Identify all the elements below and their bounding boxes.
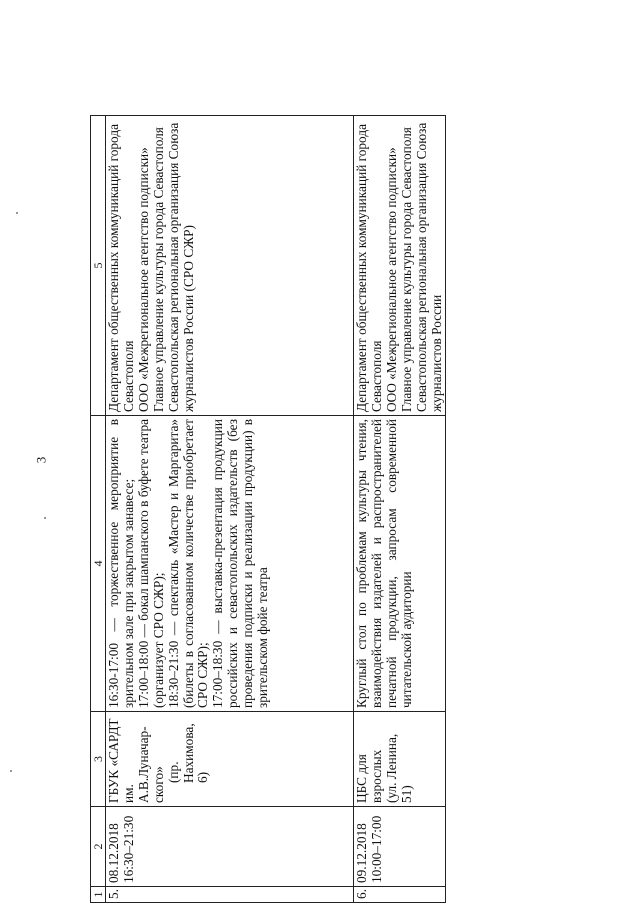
event-item: Круглый стол по проблемам культуры чтения, взаимодействия издателей и распространителей печатной продукции, запросам современной читательской аудитории	[354, 419, 414, 708]
organizer-item: Главное управление культуры города Севастополя	[398, 127, 414, 412]
header-row	[91, 116, 106, 903]
events-cell	[354, 416, 446, 712]
event-time: 16:30–21:30	[120, 815, 136, 883]
event-item: 18:30–21:30 — спектакль «Мастер и Маргарита» (билеты в согласованном количестве приобретает СРО СЖР);	[165, 419, 211, 708]
event-item: 17:00–18:00 — бокал шампанского в буфете театра (организует СРО СЖР);	[135, 419, 166, 708]
schedule-table-rotated	[90, 115, 608, 903]
organizer-item: ООО «Межрегиональное агентство подписки»	[135, 147, 151, 412]
col-header-2: 2	[91, 807, 106, 887]
event-date: 09.12.2018	[354, 823, 369, 883]
organizers-cell	[106, 116, 354, 416]
venue-cell	[354, 712, 446, 807]
venue-line: (ул. Ленина, 51)	[383, 733, 414, 803]
scan-speck	[16, 212, 18, 214]
venue-address: (пр. Нахимова, 6)	[165, 723, 211, 783]
event-item: 17:00–18:30 — выставка-презентация продукции российских и севастопольских издательств (без проведения подписки и реализации продукции) в зрительском фойе театра	[210, 419, 271, 708]
organizer-item: Севастопольская региональная организация Союза журналистов России (СРО СЖР)	[165, 122, 196, 412]
organizer-item: Департамент общественных коммуникаций города Севастополя	[354, 124, 384, 412]
organizer-item: Главное управление культуры города Севастополя	[150, 127, 166, 412]
col-header-3: 3	[91, 712, 106, 807]
schedule-table	[90, 115, 446, 903]
events-cell	[106, 416, 354, 712]
event-time: 10:00–17:00	[368, 815, 384, 883]
date-time-cell	[354, 807, 446, 887]
venue-cell	[106, 712, 354, 807]
organizer-item: Севастопольская региональная организация Союза журналистов России	[413, 122, 444, 412]
col-header-5: 5	[91, 116, 106, 416]
organizer-item: ООО «Межрегиональное агентство подписки»	[383, 147, 399, 412]
row-number: 5.	[106, 887, 354, 903]
col-header-4: 4	[91, 416, 106, 712]
page-number: 3	[33, 456, 49, 464]
organizer-item: Департамент общественных коммуникаций города Севастополя	[106, 124, 136, 412]
venue-line: ГБУК «САРДТ	[106, 718, 121, 803]
scan-speck	[10, 770, 12, 772]
event-date: 08.12.2018	[106, 823, 121, 883]
date-time-cell	[106, 807, 354, 887]
venue-line: ЦБС для взрослых	[354, 749, 384, 803]
event-item: 16:30-17:00 — торжественное мероприятие в зрительном зале при закрытом занавесе;	[106, 419, 136, 708]
row-number: 6.	[354, 887, 446, 903]
col-header-1: 1	[91, 887, 106, 903]
scan-speck	[44, 517, 46, 519]
table-row	[354, 116, 446, 903]
table-row	[106, 116, 354, 903]
venue-line: ского»	[150, 766, 166, 803]
venue-line: им. А.В.Луначар-	[120, 726, 151, 803]
organizers-cell	[354, 116, 446, 416]
